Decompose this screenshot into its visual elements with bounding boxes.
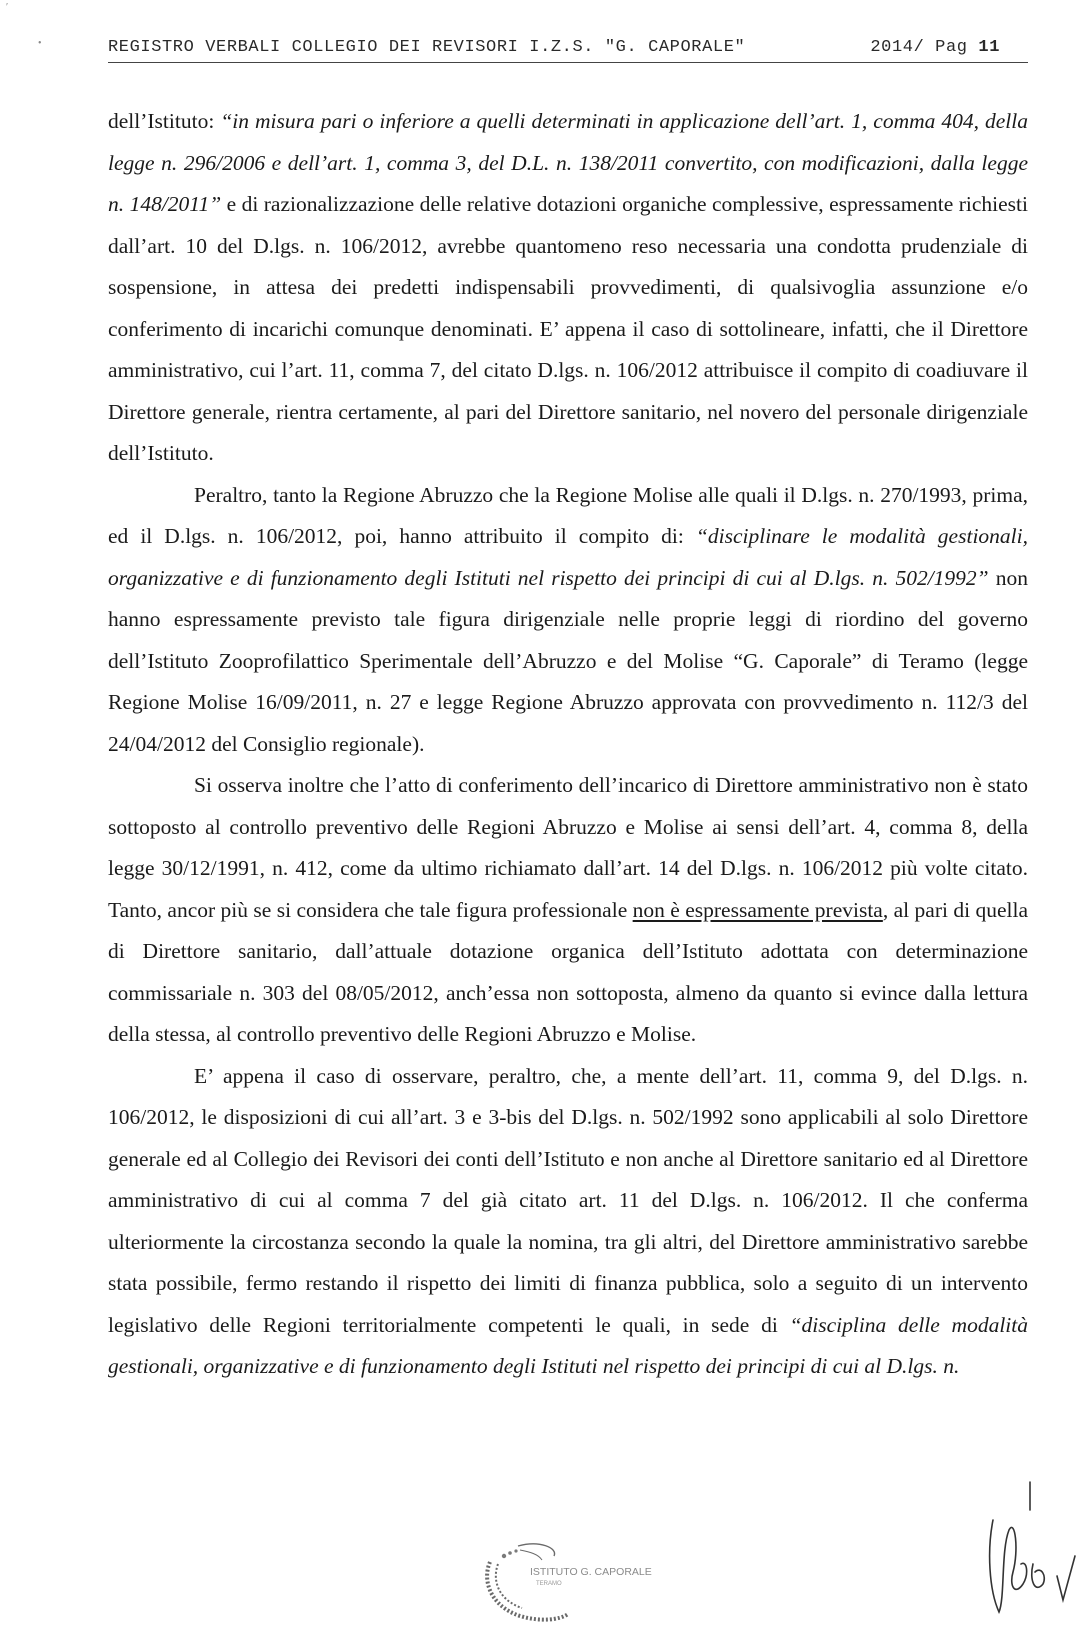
quoted-text: “disciplina delle modalità gestionali, organizzative e di funzionamento degli Istituti nel rispetto dei principi di cui al D.lgs. n. [108,1312,1028,1378]
body-text: E’ appena il caso di osservare, peraltro, che, a mente dell’art. 11, comma 9, del D.lgs. n. 106/2012, le disposizioni di cui all’art. 3 e 3-bis del D.lgs. n. 502/1992 sono applicabili al solo Direttore generale ed al Collegio dei Revisori dei conti dell’Istituto e non anche al Direttore sanitario ed al Direttore amministrativo di cui al comma 7 del già citato art. 11 del D.lgs. n. 106/2012. Il che conferma ulteriormente la circostanza secondo la quale la nomina, tra gli altri, del Direttore amministrativo sarebbe stata possibile, fermo restando il rispetto dei limiti di finanza pubblica, solo a seguito di un intervento legislativo delle Regioni territorialmente competenti le quali, in sede di [108,1063,1028,1337]
page-indicator [870,38,1000,57]
body-text: , al pari di quella di Direttore sanitario, dall’attuale dotazione organica dell’Istituto adottata con determinazione commissariale n. 303 del 08/05/2012, anch’essa non sottoposta, almeno da quanto si evince dalla lettura della stessa, al controllo preventivo delle Regioni Abruzzo e Molise. [108,897,1028,1046]
register-title: REGISTRO VERBALI COLLEGIO DEI REVISORI I.Z.S. "G. CAPORALE" [108,38,746,57]
paragraph [108,765,1028,1056]
scan-speck: • [38,38,42,49]
document-body [108,101,1028,1388]
quoted-text: “disciplinare le modalità gestionali, organizzative e di funzionamento degli Istituti nel rispetto dei principi di cui al D.lgs. n. 502/1992” [108,524,1028,590]
body-text: non hanno espressamente previsto tale figura dirigenziale nelle proprie leggi di riordino del governo dell’Istituto Zooprofilattico Sperimentale dell’Abruzzo e del Molise “G. Caporale” di Teramo (legge Regione Molise 16/09/2011, n. 27 e legge Regione Abruzzo approvata con provvedimento n. 112/3 del 24/04/2012 del Consiglio regionale). [108,565,1028,756]
institute-logo [480,1540,670,1625]
quoted-text: “in misura pari o inferiore a quelli determinati in applicazione dell’art. 1, comma 404, della legge n. 296/2006 e dell’art. 1, comma 3, del D.L. n. 138/2011 convertito, con modificazioni, dalla legge n. 148/2011” [108,109,1029,216]
body-text: dell’Istituto: [108,109,221,133]
paragraph [108,101,1028,475]
page-number: 11 [978,38,1000,57]
page-header [108,34,1028,63]
paragraph [108,1056,1028,1388]
logo-subcaption: TERAMO [536,1581,562,1587]
logo-caption: ISTITUTO G. CAPORALE [530,1566,652,1578]
body-text: Si osserva inoltre che l’atto di conferimento dell’incarico di Direttore amministrativo non è stato sottoposto al controllo preventivo delle Regioni Abruzzo e Molise ai sensi dell’art. 4, comma 8, della legge 30/12/1991, n. 412, come da ultimo richiamato dall’art. 14 del D.lgs. n. 106/2012 più volte citato. Tanto, ancor più se si considera che tale figura professionale [108,773,1028,922]
paragraph [108,475,1028,766]
handwritten-signature [985,1480,1080,1620]
page-prefix: 2014/ Pag [870,38,979,57]
body-text: e di razionalizzazione delle relative dotazioni organiche complessive, espressamente richiesti dall’art. 10 del D.lgs. n. 106/2012, avrebbe quantomeno reso necessaria una condotta prudenziale di sospensione, in attesa dei predetti indispensabili provvedimenti, di qualsivoglia assunzione e/o conferimento di incarichi comunque denominati. E’ appena il caso di sottolineare, infatti, che il Direttore amministrativo, cui l’art. 11, comma 7, del citato D.lgs. n. 106/2012 attribuisce il compito di coadiuvare il Direttore generale, rientra certamente, al pari del Direttore sanitario, nel novero del personale dirigenziale dell’Istituto. [108,192,1028,465]
scan-speck: ′ [6,2,9,13]
body-text: Peraltro, tanto la Regione Abruzzo che la Regione Molise alle quali il D.lgs. n. 270/1993, prima, ed il D.lgs. n. 106/2012, poi, hanno attribuito il compito di: [108,482,1028,548]
underlined-text: non è espressamente prevista [632,897,883,922]
